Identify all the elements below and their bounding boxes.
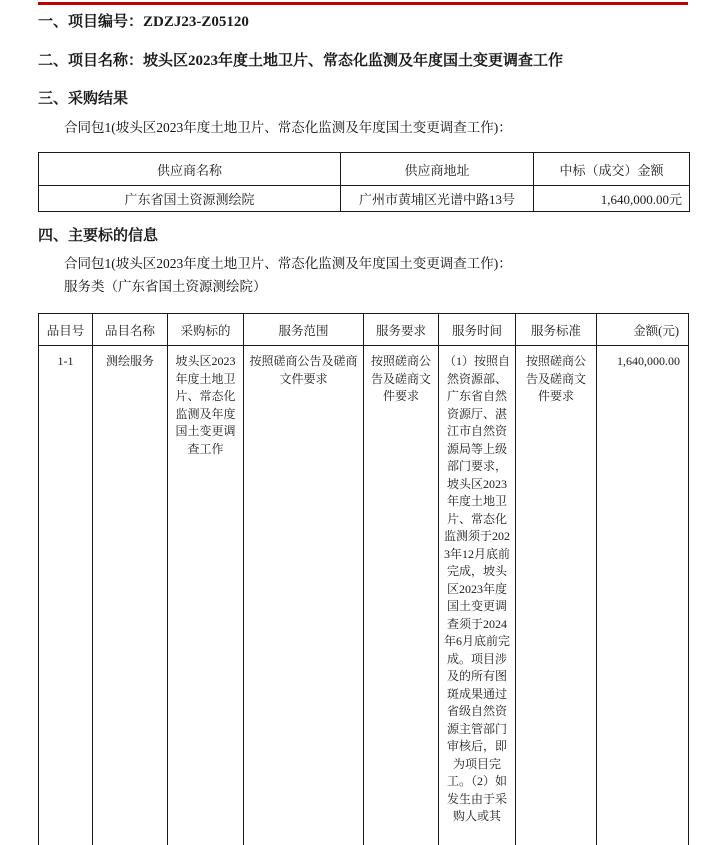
project-name-label: 二、项目名称： <box>38 53 144 69</box>
supplier-table-header-row <box>39 153 690 186</box>
service-requirement-header: 服务要求 <box>364 314 439 346</box>
service-standard-cell: 按照磋商公告及磋商文件要求 <box>516 346 597 845</box>
service-category-note: 服务类（广东省国土资源测绘院） <box>64 279 267 294</box>
item-name-header: 品目名称 <box>93 314 168 346</box>
amount-cell: 1,640,000.00 <box>597 346 689 845</box>
project-number-label: 一、项目编号： <box>38 14 144 30</box>
item-name-cell: 测绘服务 <box>93 346 168 845</box>
subject-table <box>38 313 689 845</box>
subject-table-row <box>39 346 689 845</box>
project-name-heading <box>38 53 563 70</box>
item-no-cell: 1-1 <box>39 346 93 845</box>
award-amount-header: 中标（成交）金额 <box>534 153 690 186</box>
service-time-header: 服务时间 <box>439 314 516 346</box>
supplier-table-row <box>39 186 690 212</box>
supplier-name-cell: 广东省国土资源测绘院 <box>39 186 341 212</box>
service-time-cell: （1）按照自然资源部、广东省自然资源厅、湛江市自然资源局等上级部门要求，坡头区2023年度土地卫片、常态化监测须于2023年12月底前完成，坡头区2023年度国土变更调查须于2024年6月底前完成。项目涉及的所有图斑成果通过省级自然资源主管部门审核后，即为项目完工。（2）如发生由于采购人或其 <box>439 346 516 845</box>
supplier-address-cell: 广州市黄埔区光谱中路13号 <box>341 186 534 212</box>
service-requirement-cell: 按照磋商公告及磋商文件要求 <box>364 346 439 845</box>
service-standard-header: 服务标准 <box>516 314 597 346</box>
amount-header: 金额(元) <box>597 314 689 346</box>
top-divider-line <box>38 2 688 5</box>
contract-package-note-1: 合同包1(坡头区2023年度土地卫片、常态化监测及年度国土变更调查工作)： <box>64 120 512 135</box>
contract-package-note-2: 合同包1(坡头区2023年度土地卫片、常态化监测及年度国土变更调查工作)： <box>64 256 512 271</box>
supplier-table <box>38 152 690 212</box>
procurement-target-header: 采购标的 <box>168 314 244 346</box>
procurement-result-heading: 三、采购结果 <box>38 91 129 107</box>
procurement-target-cell: 坡头区2023年度土地卫片、常态化监测及年度国土变更调查工作 <box>168 346 244 845</box>
service-scope-cell: 按照磋商公告及磋商文件要求 <box>244 346 364 845</box>
main-subject-heading: 四、主要标的信息 <box>38 228 159 244</box>
service-scope-header: 服务范围 <box>244 314 364 346</box>
project-name-value: 坡头区2023年度土地卫片、常态化监测及年度国土变更调查工作 <box>143 53 564 69</box>
project-number-heading <box>38 14 249 31</box>
supplier-name-header: 供应商名称 <box>39 153 341 186</box>
project-number-value: ZDZJ23-Z05120 <box>143 14 249 30</box>
supplier-address-header: 供应商地址 <box>341 153 534 186</box>
item-no-header: 品目号 <box>39 314 93 346</box>
award-amount-cell: 1,640,000.00元 <box>534 186 690 212</box>
subject-table-header-row <box>39 314 689 346</box>
